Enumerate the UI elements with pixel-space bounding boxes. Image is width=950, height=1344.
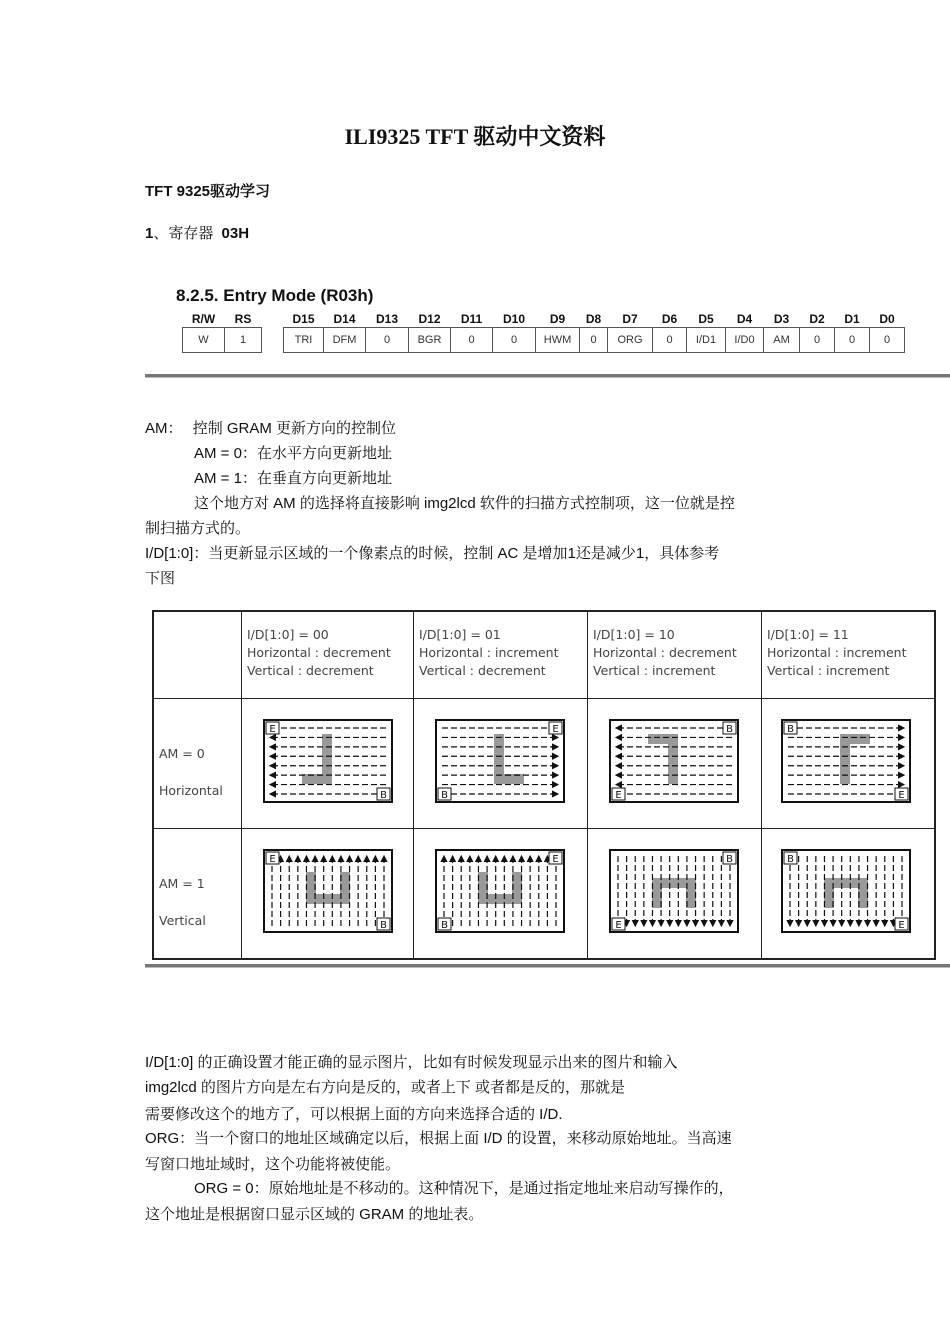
column-horizontal: Horizontal : increment (419, 645, 559, 660)
end-label: E (615, 790, 622, 801)
reg-header: D3 (773, 312, 790, 326)
reg-value: 0 (653, 328, 687, 353)
column-horizontal: Horizontal : increment (767, 645, 907, 660)
reg-value: W (183, 328, 225, 353)
scan-box (436, 850, 564, 932)
column-id: I/D[1:0] = 01 (419, 627, 501, 642)
begin-label: B (441, 790, 448, 801)
scan-diagrams (154, 612, 934, 958)
reg-value: 0 (493, 328, 536, 353)
column-vertical: Vertical : decrement (247, 663, 374, 678)
end-label: E (269, 854, 276, 865)
am1-text: AM = 1：在垂直方向更新地址 (194, 470, 392, 487)
end-label: E (269, 724, 276, 735)
page-title: ILI9325 TFT 驱动中文资料 (344, 124, 606, 149)
reg-header: D4 (736, 312, 753, 326)
org-line1: ORG：当一个窗口的地址区域确定以后，根据上面 I/D 的设置，来移动原始地址。当高速 (145, 1130, 732, 1147)
para2-line3: 需要修改这个的地方了，可以根据上面的方向来选择合适的 I/D. (145, 1106, 563, 1123)
reg-value: ORG (608, 328, 653, 353)
begin-label: B (787, 724, 794, 735)
column-vertical: Vertical : decrement (419, 663, 546, 678)
column-horizontal: Horizontal : decrement (593, 645, 737, 660)
column-id: I/D[1:0] = 11 (767, 627, 849, 642)
id-text-line1: I/D[1:0]：当更新显示区域的一个像素点的时候，控制 AC 是增加1还是减少1，具体参考 (145, 545, 720, 562)
section-register: 03H (221, 225, 250, 242)
reg-header: D12 (418, 312, 441, 326)
am-note-line1: 这个地方对 AM 的选择将直接影响 img2lcd 软件的扫描方式控制项，这一位就是控 (194, 495, 735, 512)
section-label: 、寄存器 (153, 225, 214, 242)
row-am: AM = 0 (159, 746, 205, 761)
am-heading (145, 416, 396, 441)
reg-value: 1 (225, 328, 262, 353)
column-id: I/D[1:0] = 00 (247, 627, 329, 642)
am-label: AM： (145, 420, 183, 437)
id-text-line2: 下图 (145, 570, 176, 587)
reg-value: 0 (870, 328, 905, 353)
reg-value: I/D0 (726, 328, 764, 353)
reg-header: D1 (844, 312, 860, 326)
begin-label: B (726, 724, 733, 735)
end-label: E (615, 920, 622, 931)
divider (145, 374, 950, 378)
org0-line1: ORG = 0：原始地址是不移动的。这种情况下，是通过指定地址来启动写操作的， (194, 1180, 734, 1197)
am-note-line2: 制扫描方式的。 (145, 520, 251, 537)
reg-value: HWM (536, 328, 580, 353)
register-table (182, 311, 905, 353)
end-label: E (898, 790, 905, 801)
reg-header: D13 (375, 312, 398, 326)
reg-value: TRI (284, 328, 324, 353)
scan-box (610, 850, 738, 932)
divider (145, 964, 950, 968)
reg-header: D9 (549, 312, 566, 326)
register-title: 8.2.5. Entry Mode (R03h) (176, 286, 374, 305)
reg-value: 0 (451, 328, 493, 353)
org-line2: 写窗口地址域时，这个功能将被使能。 (145, 1156, 401, 1173)
para2-line2: img2lcd 的图片方向是左右方向是反的，或者上下 或者都是反的，那就是 (145, 1079, 626, 1096)
reg-header: D15 (292, 312, 315, 326)
scan-box (264, 850, 392, 932)
reg-value: 0 (835, 328, 870, 353)
end-label: E (552, 724, 559, 735)
reg-header: D0 (879, 312, 895, 326)
reg-value: BGR (409, 328, 451, 353)
section-number: 1 (145, 225, 154, 242)
org0-line2: 这个地址是根据窗口显示区域的 GRAM 的地址表。 (145, 1206, 484, 1223)
row-am: AM = 1 (159, 876, 205, 891)
reg-header: D7 (622, 312, 638, 326)
reg-value: 0 (366, 328, 409, 353)
reg-header: D8 (585, 312, 602, 326)
reg-value: DFM (324, 328, 366, 353)
reg-header: D5 (698, 312, 714, 326)
reg-value: AM (764, 328, 800, 353)
reg-header: D14 (333, 312, 356, 326)
glyph-shape (648, 734, 678, 744)
scan-box (782, 850, 910, 932)
row-mode: Horizontal (159, 783, 223, 798)
column-vertical: Vertical : increment (593, 663, 716, 678)
reg-header: D10 (502, 312, 525, 326)
subtitle-text: TFT 9325驱动学习 (145, 183, 271, 200)
begin-label: B (726, 854, 733, 865)
reg-header: R/W (191, 312, 216, 326)
reg-value: I/D1 (687, 328, 726, 353)
subtitle (145, 180, 270, 201)
begin-label: B (787, 854, 794, 865)
glyph-shape (840, 734, 870, 744)
reg-header: RS (234, 312, 252, 326)
reg-header: D2 (809, 312, 825, 326)
end-label: E (898, 920, 905, 931)
reg-header: D6 (661, 312, 678, 326)
am0-text: AM = 0：在水平方向更新地址 (194, 445, 392, 462)
am-description: 控制 GRAM 更新方向的控制位 (192, 420, 397, 437)
reg-value: 0 (580, 328, 608, 353)
column-vertical: Vertical : increment (767, 663, 890, 678)
scan-direction-diagram (152, 610, 936, 960)
begin-label: B (380, 790, 387, 801)
column-id: I/D[1:0] = 10 (593, 627, 675, 642)
section-heading (145, 222, 249, 243)
column-horizontal: Horizontal : decrement (247, 645, 391, 660)
begin-label: B (441, 920, 448, 931)
reg-value: 0 (800, 328, 835, 353)
end-label: E (552, 854, 559, 865)
row-mode: Vertical (159, 913, 206, 928)
begin-label: B (380, 920, 387, 931)
reg-header: D11 (460, 312, 483, 326)
para2-line1: I/D[1:0] 的正确设置才能正确的显示图片，比如有时候发现显示出来的图片和输入 (145, 1054, 678, 1071)
